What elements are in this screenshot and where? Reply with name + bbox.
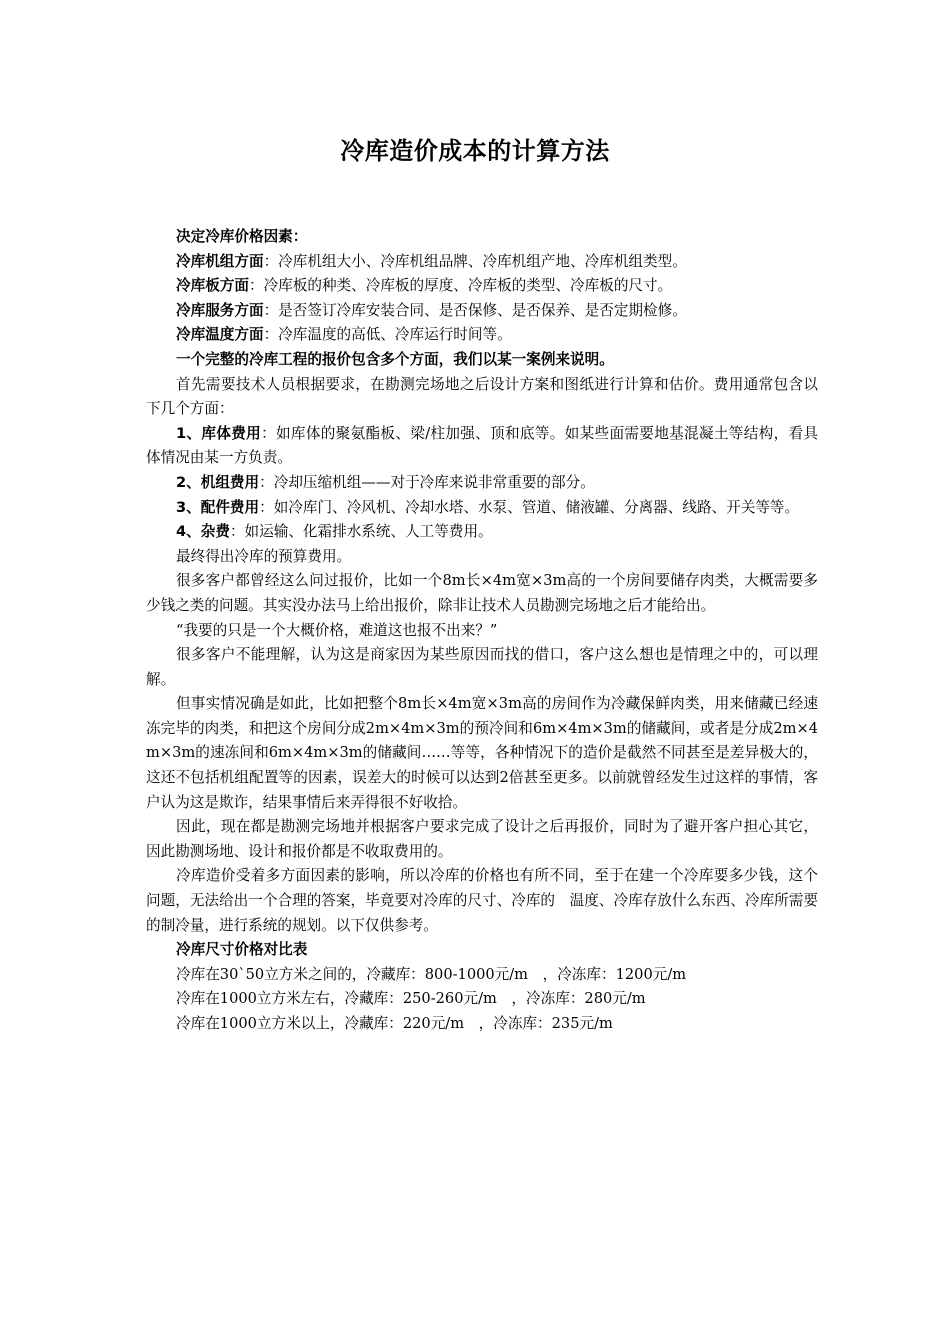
- factor-item: [146, 323, 818, 348]
- price-row: 冷库在30`50立方米之间的，冷藏库：800-1000元/m ，冷冻库：1200元/m: [176, 965, 687, 983]
- factors-heading: 决定冷库价格因素：: [176, 228, 308, 245]
- cost-text: ：如库体的聚氨酯板、梁/柱加强、顶和底等。如某些面需要地基混凝土等结构，看具体情况由某一方负责。: [146, 424, 819, 467]
- body-paragraph: 冷库造价受着多方面因素的影响，所以冷库的价格也有所不同，至于在建一个冷库要多少钱，这个问题，无法给出一个合理的答案，毕竟要对冷库的尺寸、冷库的 温度、冷库存放什么东西、冷库所需要的制冷量，进行系统的规划。以下仅供参考。: [146, 867, 818, 934]
- cost-item: [146, 471, 818, 496]
- factor-item: [146, 250, 818, 275]
- quote-paragraph: “我要的只是一个大概价格，难道这也报不出来？”: [176, 621, 498, 639]
- cost-label: 2、机组费用: [176, 473, 260, 491]
- factor-label: 冷库板方面: [176, 277, 249, 295]
- factor-text: ：冷库机组大小、冷库机组品牌、冷库机组产地、冷库机组类型。: [263, 252, 687, 270]
- document-body: [146, 225, 818, 1037]
- final-line: 最终得出冷库的预算费用。: [176, 547, 352, 565]
- factor-text: ：冷库温度的高低、冷库运行时间等。: [263, 326, 512, 344]
- cost-item: [146, 520, 818, 545]
- cost-text: ：冷却压缩机组——对于冷库来说非常重要的部分。: [259, 473, 595, 491]
- price-table-heading: 冷库尺寸价格对比表: [176, 941, 308, 959]
- factor-label: 冷库机组方面: [176, 252, 264, 270]
- price-row: 冷库在1000立方米左右，冷藏库：250-260元/m ，冷冻库：280元/m: [176, 990, 646, 1008]
- factor-text: ：是否签订冷库安装合同、是否保修、是否保养、是否定期检修。: [263, 301, 687, 319]
- cost-label: 4、杂费: [176, 523, 230, 541]
- document-title: 冷库造价成本的计算方法: [340, 137, 610, 165]
- intro-paragraph: 首先需要技术人员根据要求，在勘测完场地之后设计方案和图纸进行计算和估价。费用通常包含以下几个方面：: [146, 375, 818, 418]
- cost-item: [146, 496, 818, 521]
- factor-label: 冷库服务方面: [176, 301, 264, 319]
- price-row: 冷库在1000立方米以上，冷藏库：220元/m ，冷冻库：235元/m: [176, 1015, 613, 1032]
- cost-item: [146, 422, 818, 471]
- body-paragraph: 很多客户不能理解，认为这是商家因为某些原因而找的借口，客户这么想也是情理之中的，可以理解。: [146, 646, 818, 688]
- intro-bold-line: 一个完整的冷库工程的报价包含多个方面，我们以某一案例来说明。: [176, 350, 614, 368]
- cost-text: ：如冷库门、冷风机、冷却水塔、水泵、管道、储液罐、分离器、线路、开关等等。: [259, 498, 800, 516]
- cost-label: 1、库体费用: [176, 424, 262, 442]
- cost-text: ：如运输、化霜排水系统、人工等费用。: [229, 523, 493, 541]
- factor-text: ：冷库板的种类、冷库板的厚度、冷库板的类型、冷库板的尺寸。: [248, 277, 673, 295]
- body-paragraph: 因此，现在都是勘测完场地并根据客户要求完成了设计之后再报价，同时为了避开客户担心其它，因此勘测场地、设计和报价都是不收取费用的。: [146, 818, 818, 860]
- cost-label: 3、配件费用: [176, 498, 260, 516]
- factor-label: 冷库温度方面: [176, 326, 264, 344]
- body-paragraph: 很多客户都曾经这么问过报价，比如一个8m长×4m宽×3m高的一个房间要储存肉类，大概需要多少钱之类的问题。其实没办法马上给出报价，除非让技术人员勘测完场地之后才能给出。: [146, 572, 818, 614]
- body-paragraph: 但事实情况确是如此，比如把整个8m长×4m宽×3m高的房间作为冷藏保鲜肉类，用来储藏已经速冻完毕的肉类，和把这个房间分成2m×4m×3m的预冷间和6m×4m×3m的储藏间，或者是分成2m×4m×3m的速冻间和6m×4m×3m的储藏间……等等，各种情况下的造价是截然不同甚至是差异极大的，这还不包括机组配置等的因素，误差大的时候可以达到2倍甚至更多。以前就曾经发生过这样的事情，客户认为这是欺诈，结果事情后来弄得很不好收拾。: [146, 695, 818, 811]
- factor-item: [146, 274, 818, 299]
- factor-item: [146, 299, 818, 324]
